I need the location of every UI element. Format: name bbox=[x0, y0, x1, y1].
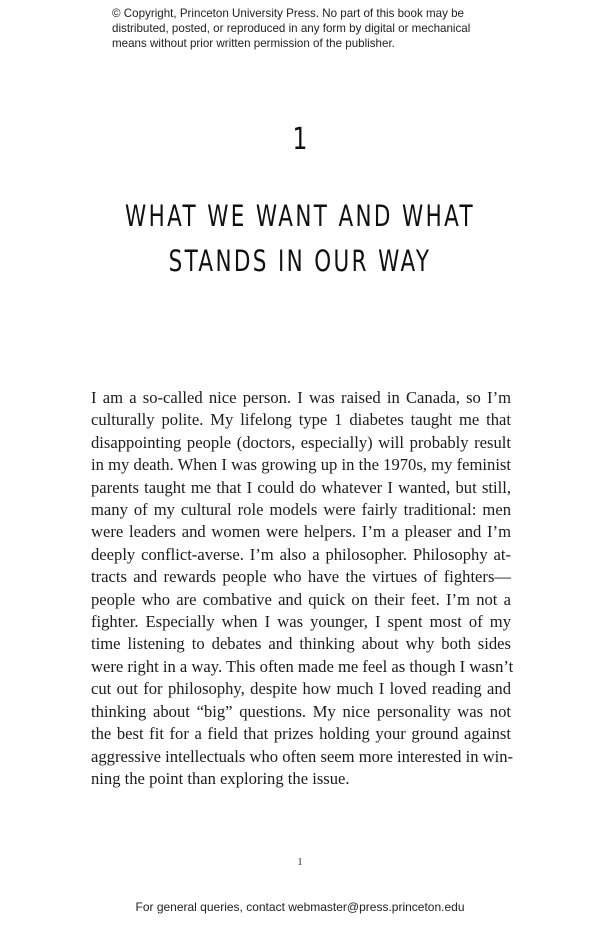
chapter-title bbox=[0, 194, 600, 284]
body-line: parents taught me that I could do whatever I wanted, but still, bbox=[91, 477, 511, 497]
copyright-notice bbox=[112, 6, 512, 51]
body-line: deeply conflict-averse. I’m also a philosopher. Philosophy at- bbox=[91, 544, 511, 564]
chapter-number: 1 bbox=[292, 122, 308, 157]
chapter-title-line: STANDS IN OUR WAY bbox=[168, 244, 432, 278]
body-line: I am a so-called nice person. I was raised in Canada, so I’m bbox=[91, 388, 511, 407]
body-line: many of my cultural role models were fairly traditional: men bbox=[91, 500, 511, 520]
body-line: thinking about “big” questions. My nice personality was not bbox=[91, 701, 511, 721]
footer-contact: For general queries, contact webmaster@press.princeton.edu bbox=[135, 900, 465, 914]
copyright-line: means without prior written permission of the publisher. bbox=[112, 37, 395, 50]
body-line: people who are combative and quick on their feet. I’m not a bbox=[91, 589, 511, 609]
body-paragraph bbox=[91, 387, 514, 790]
body-line: cut out for philosophy, despite how much I loved reading and bbox=[91, 679, 511, 699]
body-line: were right in a way. This often made me feel as though I wasn’t bbox=[91, 656, 514, 676]
body-line: disappointing people (doctors, especially) will probably result bbox=[91, 432, 511, 452]
copyright-line: distributed, posted, or reproduced in any form by digital or mechanical bbox=[112, 22, 471, 35]
body-line: in my death. When I was growing up in the 1970s, my feminist bbox=[91, 455, 511, 475]
body-line: were leaders and women were helpers. I’m a pleaser and I’m bbox=[91, 522, 511, 542]
body-line: tracts and rewards people who have the virtues of fighters— bbox=[91, 567, 511, 587]
copyright-line: © Copyright, Princeton University Press. No part of this book may be bbox=[112, 7, 464, 20]
page-number: 1 bbox=[297, 856, 303, 868]
body-line: aggressive intellectuals who often seem more interested in win- bbox=[91, 746, 514, 766]
body-line: culturally polite. My lifelong type 1 diabetes taught me that bbox=[91, 410, 511, 430]
body-line: ning the point than exploring the issue. bbox=[91, 768, 350, 788]
body-line: fighter. Especially when I was younger, I spent most of my bbox=[91, 612, 511, 632]
chapter-title-line: WHAT WE WANT AND WHAT bbox=[125, 199, 475, 233]
body-line: time listening to debates and thinking about why both sides bbox=[91, 634, 511, 654]
body-line: the best fit for a field that prizes holding your ground against bbox=[91, 724, 511, 744]
